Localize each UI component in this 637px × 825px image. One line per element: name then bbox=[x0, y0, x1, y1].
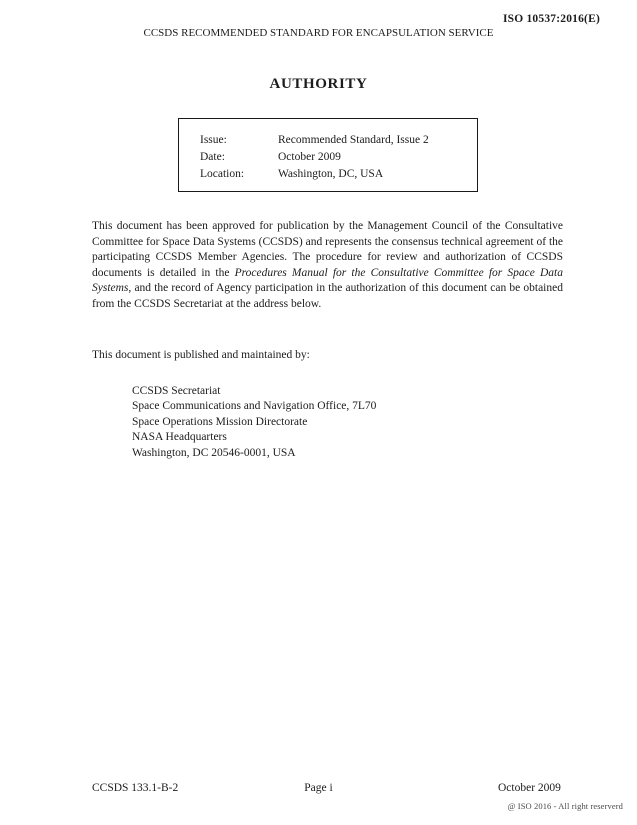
iso-copyright-note: @ ISO 2016 - All right reserverd bbox=[507, 801, 623, 811]
approval-paragraph-part2: , and the record of Agency participation in the authorization of this document can be obtained from the CCSDS Secretariat at the address below. bbox=[92, 282, 563, 310]
publisher-intro: This document is published and maintained by: bbox=[92, 349, 310, 361]
authority-box bbox=[178, 118, 478, 192]
iso-reference: ISO 10537:2016(E) bbox=[502, 13, 600, 25]
location-label: Location: bbox=[200, 168, 245, 180]
standard-title-header: CCSDS RECOMMENDED STANDARD FOR ENCAPSULATION SERVICE bbox=[143, 27, 494, 39]
publisher-address bbox=[132, 384, 376, 461]
footer-document-number: CCSDS 133.1-B-2 bbox=[92, 782, 179, 794]
procedures-manual-italic: Procedures Manual for the Consultative Committee for Space Data Systems bbox=[92, 266, 563, 294]
date-label: Date: bbox=[200, 151, 225, 163]
page-title: AUTHORITY bbox=[269, 76, 368, 92]
issue-value: Recommended Standard, Issue 2 bbox=[278, 134, 429, 146]
approval-paragraph-part1: This document has been approved for publication by the Management Council of the Consultative Committee for Space Data Systems (CCSDS) and represents the consensus technical agreement of the participating CCSDS Member Agencies. The procedure for review and authorization of CCSDS documents is detailed in the bbox=[92, 220, 563, 279]
footer-date: October 2009 bbox=[498, 782, 561, 794]
date-value: October 2009 bbox=[278, 151, 341, 163]
authority-row-location bbox=[200, 166, 477, 183]
address-line-headquarters: NASA Headquarters bbox=[132, 431, 227, 444]
address-line-directorate: Space Operations Mission Directorate bbox=[132, 415, 308, 428]
address-line-city: Washington, DC 20546-0001, USA bbox=[132, 446, 296, 459]
address-line-secretariat: CCSDS Secretariat bbox=[132, 385, 221, 397]
location-value: Washington, DC, USA bbox=[278, 168, 384, 180]
authority-row-date bbox=[200, 149, 477, 166]
footer-page-number: Page i bbox=[304, 782, 333, 794]
approval-paragraph bbox=[92, 219, 563, 312]
authority-row-issue bbox=[200, 132, 477, 149]
address-line-office: Space Communications and Navigation Office, 7L70 bbox=[132, 400, 377, 413]
issue-label: Issue: bbox=[200, 134, 227, 146]
